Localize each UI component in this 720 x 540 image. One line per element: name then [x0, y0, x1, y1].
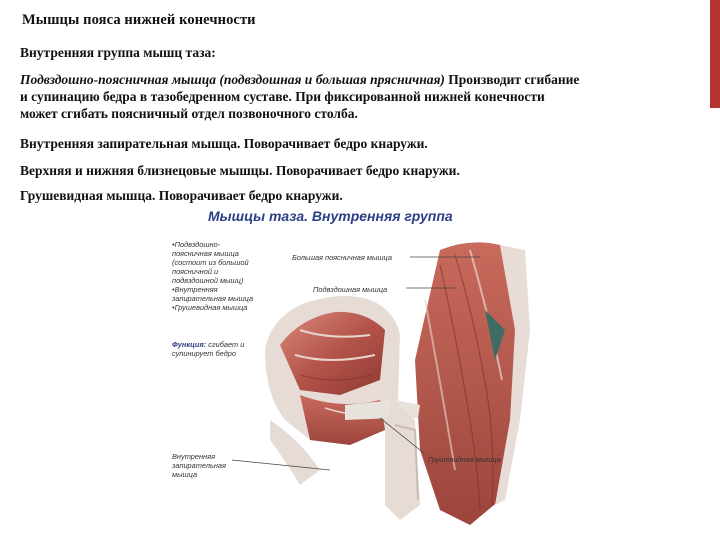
slide-title: Мышцы пояса нижней конечности	[22, 12, 256, 28]
pelvis-view	[265, 296, 420, 520]
function-label: Функция:	[172, 340, 207, 349]
label-iliacus: Подвздошная мышца	[313, 285, 388, 294]
gemelli-description: Верхняя и нижняя близнецовые мышцы. Поворачивает бедро кнаружи.	[20, 163, 460, 178]
obturator-description: Внутренняя запирательная мышца. Поворачивает бедро кнаружи.	[20, 136, 428, 151]
label-psoas-major: Большая поясничная мышца	[292, 253, 392, 262]
figure-title: Мышцы таза. Внутренняя группа	[208, 208, 453, 224]
piriformis-description: Грушевидная мышца. Поворачивает бедро кнаружи.	[20, 188, 343, 203]
iliopsoas-line2: и супинацию бедра в тазобедренном суставе. При фиксированной нижней конечности	[20, 89, 545, 104]
function-text: сгибает и супинирует бедро	[172, 340, 245, 358]
label-obturator-internus: Внутренняя запирательная мышца	[172, 452, 226, 479]
accent-bar	[710, 0, 720, 108]
figure-function	[172, 340, 244, 358]
iliopsoas-name: Подвздошно-поясничная мышца (подвздошная и большая прясничная)	[20, 72, 445, 87]
iliopsoas-function: Производит сгибание	[444, 72, 580, 87]
label-piriformis: Грушевидная мышца	[428, 455, 501, 464]
section-heading: Внутренняя группа мышц таза:	[20, 45, 216, 60]
figure-muscle-list: •Подвздошно- поясничная мышца (состоит из большой поясничной и подвздошной мышц) •Внутренняя запирательная мышца •Грушевидная мышца	[172, 240, 254, 312]
iliopsoas-line3: может сгибать поясничный отдел позвоночного столба.	[20, 106, 358, 121]
psoas-view	[415, 242, 530, 525]
iliopsoas-description	[20, 71, 579, 122]
